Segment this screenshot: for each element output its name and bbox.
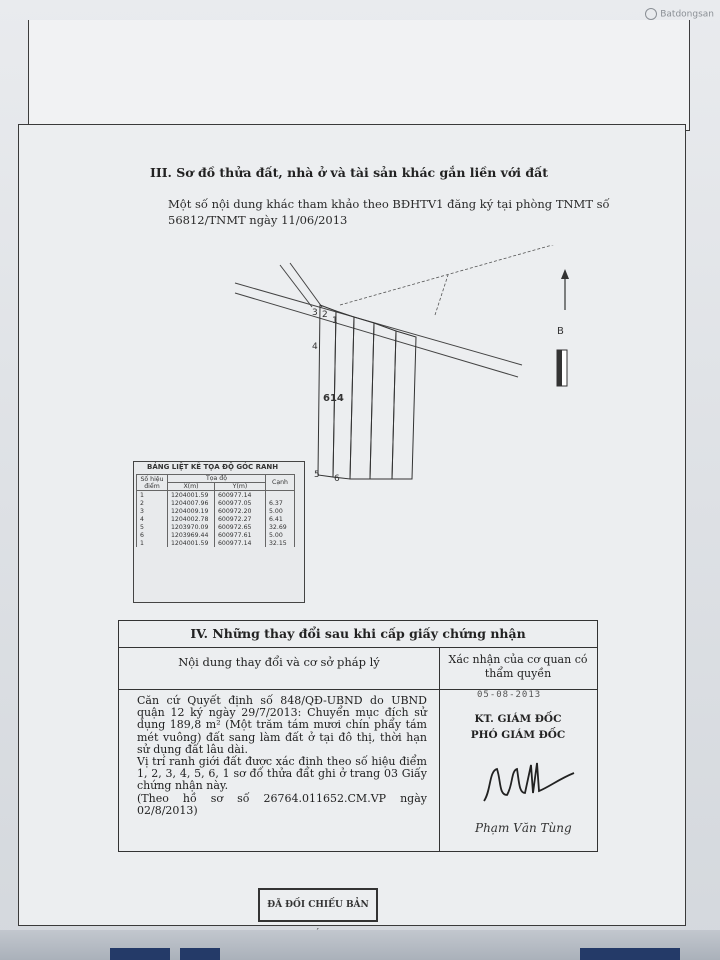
watermark bbox=[645, 8, 714, 20]
col-edge-header: Cạnh bbox=[266, 475, 295, 491]
table-row bbox=[137, 539, 295, 547]
cell-y: 600977.61 bbox=[215, 531, 266, 539]
change-paragraph-2: Vị trí ranh giới đất được xác định theo số hiệu điểm 1, 2, 3, 4, 5, 6, 1 sơ đồ thửa đất ghi ở trang 03 Giấy chứng nhận này. bbox=[137, 755, 427, 793]
north-label: B bbox=[557, 326, 564, 337]
taskbar-item[interactable] bbox=[110, 948, 170, 960]
cell-x: 1204002.78 bbox=[168, 515, 215, 523]
cell-point: 6 bbox=[137, 531, 168, 539]
signer-title-2: PHÓ GIÁM ĐỐC bbox=[470, 729, 566, 741]
taskbar bbox=[0, 930, 720, 960]
signer-title-1: KT. GIÁM ĐỐC bbox=[474, 713, 562, 725]
cell-x: 1203970.09 bbox=[168, 523, 215, 531]
point-label-6: 6 bbox=[334, 474, 340, 484]
signature-icon bbox=[479, 751, 579, 811]
cell-x: 1204001.59 bbox=[168, 539, 215, 547]
taskbar-item[interactable] bbox=[180, 948, 220, 960]
change-paragraph-3: (Theo hồ sơ số 26764.011652.CM.VP ngày 02/8/2013) bbox=[137, 791, 427, 817]
table-row bbox=[137, 515, 295, 523]
column-divider bbox=[439, 647, 440, 851]
cell-x: 1203969.44 bbox=[168, 531, 215, 539]
cell-y: 600972.27 bbox=[215, 515, 266, 523]
change-paragraph-1: Căn cứ Quyết định số 848/QĐ-UBND do UBND quận 12 ký ngày 29/7/2013: Chuyển mục đích sử dụng 189,8 m² (Một trăm tám mươi chín phẩy tám mét vuông) đất sang làm đất ở tại đô thị, thời hạn sử dụng đất lâu dài. bbox=[137, 694, 427, 756]
cell-point: 1 bbox=[137, 539, 168, 547]
cell-point: 4 bbox=[137, 515, 168, 523]
cell-point: 1 bbox=[137, 491, 168, 500]
cell-edge: 6.41 bbox=[266, 515, 295, 523]
table-row bbox=[137, 507, 295, 515]
cell-y: 600972.65 bbox=[215, 523, 266, 531]
taskbar-item[interactable] bbox=[580, 948, 680, 960]
cell-point: 5 bbox=[137, 523, 168, 531]
cell-y: 600977.14 bbox=[215, 539, 266, 547]
dashed-line bbox=[340, 245, 570, 315]
section3-ref-line2: 56812/TNMT ngày 11/06/2013 bbox=[168, 213, 348, 227]
stamp-date: 05-08-2013 bbox=[477, 690, 542, 700]
col-y-header: Y(m) bbox=[215, 483, 266, 491]
section3-ref-line1: Một số nội dung khác tham khảo theo BĐHTV1 đăng ký tại phòng TNMT số bbox=[168, 197, 610, 211]
table-row bbox=[137, 531, 295, 539]
coord-table bbox=[136, 474, 295, 547]
cell-point: 3 bbox=[137, 507, 168, 515]
parcel-number: 614 bbox=[323, 393, 344, 404]
section4-table bbox=[118, 620, 598, 852]
section4-title: IV. Những thay đổi sau khi cấp giấy chứng nhận bbox=[119, 621, 597, 648]
cell-x: 1204001.59 bbox=[168, 491, 215, 500]
watermark-logo-icon bbox=[645, 8, 657, 20]
col-coords-header: Tọa độ bbox=[168, 475, 266, 483]
road bbox=[235, 263, 522, 377]
section3-title: III. Sơ đồ thửa đất, nhà ở và tài sản khác gắn liền với đất bbox=[150, 165, 548, 180]
change-content bbox=[137, 695, 427, 817]
cell-edge: 32.15 bbox=[266, 539, 295, 547]
coord-table-title: BẢNG LIỆT KÊ TỌA ĐỘ GÓC RANH bbox=[147, 463, 279, 471]
bottom-stamp: ĐÃ ĐỐI CHIẾU BẢN bbox=[258, 888, 378, 922]
table-row bbox=[137, 499, 295, 507]
previous-page bbox=[28, 20, 690, 131]
parcel-lots bbox=[318, 305, 416, 479]
point-label-2: 2 bbox=[322, 310, 328, 320]
cell-edge: 5.00 bbox=[266, 507, 295, 515]
col-left-header: Nội dung thay đổi và cơ sở pháp lý bbox=[178, 655, 380, 669]
table-row bbox=[137, 523, 295, 531]
cell-y: 600977.14 bbox=[215, 491, 266, 500]
col-point-header: Số hiệu điểm bbox=[137, 475, 168, 491]
point-label-4: 4 bbox=[312, 342, 318, 352]
cell-edge: 32.69 bbox=[266, 523, 295, 531]
cell-point: 2 bbox=[137, 499, 168, 507]
table-row bbox=[137, 491, 295, 500]
watermark-text: Batdongsan bbox=[660, 9, 714, 20]
point-label-5: 5 bbox=[314, 470, 320, 480]
col-x-header: X(m) bbox=[168, 483, 215, 491]
cell-x: 1204007.96 bbox=[168, 499, 215, 507]
cell-edge bbox=[266, 491, 295, 500]
point-label-1: 1 bbox=[332, 316, 338, 326]
cell-y: 600972.20 bbox=[215, 507, 266, 515]
signer-name: Phạm Văn Tùng bbox=[475, 821, 572, 835]
cell-edge: 5.00 bbox=[266, 531, 295, 539]
cell-y: 600977.05 bbox=[215, 499, 266, 507]
cell-edge: 6.37 bbox=[266, 499, 295, 507]
point-label-3: 3 bbox=[312, 308, 318, 318]
cell-x: 1204009.19 bbox=[168, 507, 215, 515]
parcel-diagram bbox=[200, 245, 600, 485]
col-right-header: Xác nhận của cơ quan có thẩm quyền bbox=[448, 653, 588, 680]
